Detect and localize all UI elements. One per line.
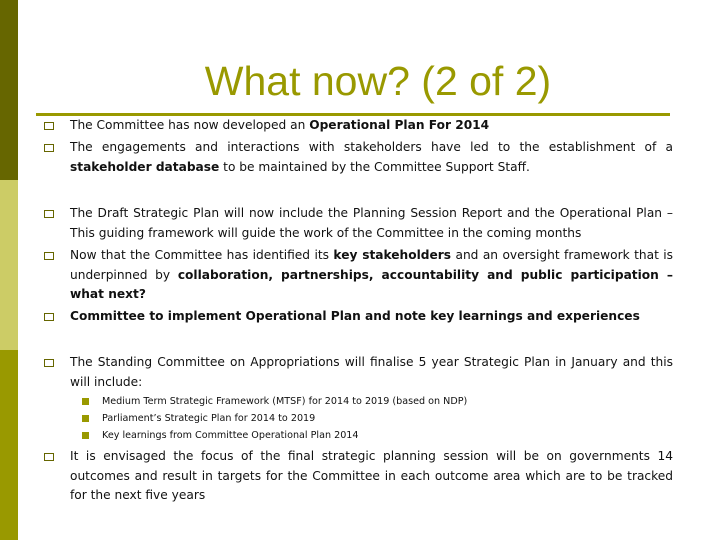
- bullet-1: The Committee has now developed an Operational Plan For 2014: [70, 116, 673, 136]
- sub-bullet-2: Parliament’s Strategic Plan for 2014 to 2019: [102, 410, 315, 427]
- bullet-6: The Standing Committee on Appropriations will finalise 5 year Strategic Plan in January and this will include:: [70, 353, 673, 392]
- sidebar-band-dark: [0, 0, 18, 180]
- bullet-3: The Draft Strategic Plan will now include the Planning Session Report and the Operational Plan – This guiding framework will guide the work of the Committee in the coming months: [70, 204, 673, 243]
- sidebar-band-mid: [0, 350, 18, 540]
- bullet-5: Committee to implement Operational Plan and note key learnings and experiences: [70, 307, 673, 327]
- sub-bullet-3: Key learnings from Committee Operational Plan 2014: [102, 427, 359, 444]
- bullet-2: The engagements and interactions with stakeholders have led to the establishment of a stakeholder database to be maintained by the Committee Support Staff.: [70, 138, 673, 177]
- slide-title: What now? (2 of 2): [204, 58, 552, 104]
- bullet-4: Now that the Committee has identified its key stakeholders and an oversight framework that is underpinned by collaboration, partnerships, accountability and public participation – what next?: [70, 246, 673, 305]
- sidebar-band-light: [0, 180, 18, 350]
- bullet-7: It is envisaged the focus of the final strategic planning session will be on governments 14 outcomes and result in targets for the Committee in each outcome area which are to be tracked for the next five years: [70, 447, 673, 506]
- sub-bullet-1: Medium Term Strategic Framework (MTSF) for 2014 to 2019 (based on NDP): [102, 393, 467, 410]
